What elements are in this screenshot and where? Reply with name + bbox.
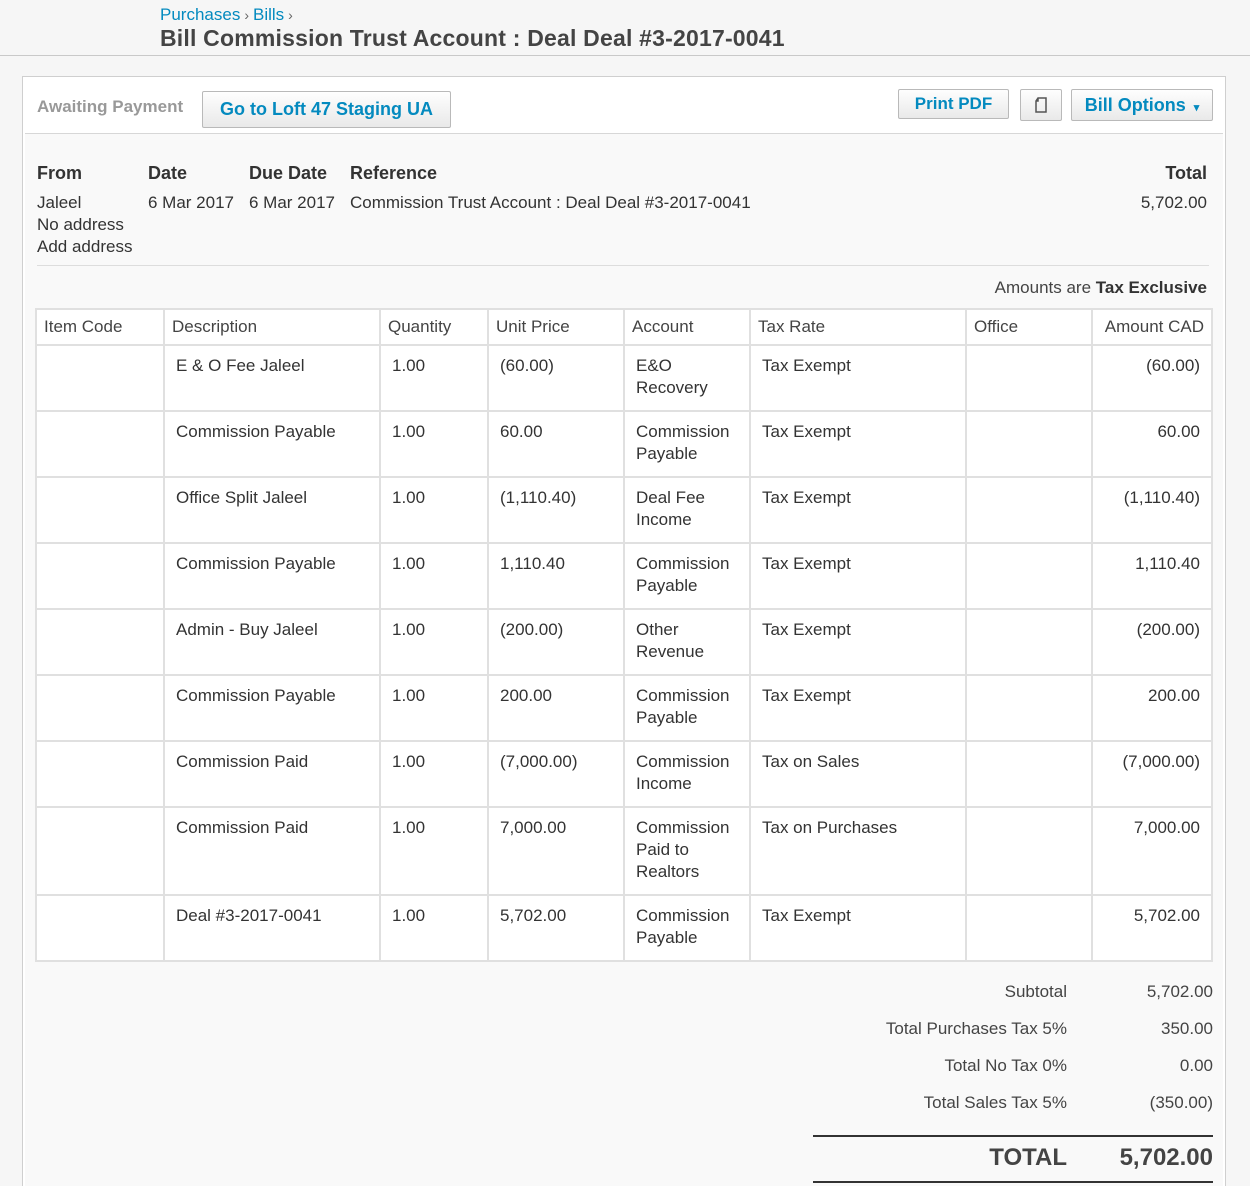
account-line-1: Commission bbox=[636, 554, 730, 573]
sales-tax-label: Total Sales Tax 5% bbox=[923, 1093, 1067, 1112]
amount-cell[interactable]: (7,000.00) bbox=[1092, 741, 1212, 807]
unit-price-cell[interactable]: 1,110.40 bbox=[488, 543, 624, 609]
account-cell[interactable] bbox=[624, 411, 750, 477]
amount-cell[interactable]: (60.00) bbox=[1092, 345, 1212, 411]
copy-button[interactable] bbox=[1020, 89, 1062, 121]
account-line-2: Paid to bbox=[636, 840, 689, 859]
totals-section bbox=[813, 975, 1213, 1183]
unit-price-cell[interactable]: 60.00 bbox=[488, 411, 624, 477]
tax-rate-cell[interactable]: Tax Exempt bbox=[750, 411, 966, 477]
quantity-cell[interactable]: 1.00 bbox=[380, 477, 488, 543]
bill-total: 5,702.00 bbox=[1140, 193, 1207, 212]
description-cell[interactable]: Admin - Buy Jaleel bbox=[164, 609, 380, 675]
quantity-cell[interactable]: 1.00 bbox=[380, 543, 488, 609]
breadcrumb-separator: › bbox=[244, 7, 249, 23]
bill-panel bbox=[22, 76, 1226, 1186]
description-cell[interactable]: Office Split Jaleel bbox=[164, 477, 380, 543]
subtotal-row bbox=[813, 975, 1213, 1012]
account-line-2: Revenue bbox=[636, 642, 705, 661]
description-cell[interactable]: Commission Payable bbox=[164, 543, 380, 609]
purchases-tax-value: 350.00 bbox=[1161, 1019, 1213, 1038]
amount-cell[interactable]: 5,702.00 bbox=[1092, 895, 1212, 961]
breadcrumb bbox=[160, 5, 297, 25]
unit-price-cell[interactable]: 200.00 bbox=[488, 675, 624, 741]
tax-rate-cell[interactable]: Tax Exempt bbox=[750, 895, 966, 961]
print-pdf-button[interactable]: Print PDF bbox=[898, 89, 1009, 119]
date-label: Date bbox=[148, 163, 188, 183]
unit-price-cell[interactable]: (200.00) bbox=[488, 609, 624, 675]
table-row[interactable] bbox=[36, 543, 1212, 609]
page-header bbox=[0, 0, 1250, 56]
column-header-description: Description bbox=[164, 309, 380, 345]
item-code-cell[interactable] bbox=[36, 807, 164, 895]
account-line-1: Commission bbox=[636, 752, 730, 771]
bill-date: 6 Mar 2017 bbox=[148, 193, 234, 212]
column-header-unit-price: Unit Price bbox=[488, 309, 624, 345]
quantity-cell[interactable]: 1.00 bbox=[380, 807, 488, 895]
amount-cell[interactable]: 60.00 bbox=[1092, 411, 1212, 477]
sales-tax-row bbox=[813, 1086, 1213, 1123]
account-line-1: Deal Fee bbox=[636, 488, 705, 507]
bill-options-button[interactable] bbox=[1071, 89, 1213, 121]
office-cell[interactable] bbox=[966, 609, 1092, 675]
account-line-2: Recovery bbox=[636, 378, 708, 397]
office-cell[interactable] bbox=[966, 741, 1092, 807]
account-line-1: Commission bbox=[636, 686, 730, 705]
amount-cell[interactable]: 1,110.40 bbox=[1092, 543, 1212, 609]
line-items-table bbox=[35, 308, 1213, 962]
bill-due-date: 6 Mar 2017 bbox=[249, 193, 335, 212]
amount-cell[interactable]: 200.00 bbox=[1092, 675, 1212, 741]
contact-link[interactable]: Jaleel bbox=[37, 193, 82, 212]
quantity-cell[interactable]: 1.00 bbox=[380, 675, 488, 741]
column-header-account: Account bbox=[624, 309, 750, 345]
bill-options-label: Bill Options bbox=[1084, 94, 1186, 115]
office-cell[interactable] bbox=[966, 895, 1092, 961]
go-to-org-button[interactable]: Go to Loft 47 Staging UA bbox=[202, 91, 451, 128]
breadcrumb-separator: › bbox=[288, 7, 293, 23]
description-cell[interactable]: Deal #3-2017-0041 bbox=[164, 895, 380, 961]
sales-tax-value: (350.00) bbox=[1149, 1093, 1213, 1112]
amount-cell[interactable]: (1,110.40) bbox=[1092, 477, 1212, 543]
unit-price-cell[interactable]: (7,000.00) bbox=[488, 741, 624, 807]
subtotal-label: Subtotal bbox=[1004, 982, 1067, 1001]
account-cell[interactable] bbox=[624, 477, 750, 543]
tax-rate-cell[interactable]: Tax Exempt bbox=[750, 543, 966, 609]
office-cell[interactable] bbox=[966, 675, 1092, 741]
column-header-office: Office bbox=[966, 309, 1092, 345]
unit-price-cell[interactable]: 5,702.00 bbox=[488, 895, 624, 961]
grand-total-row bbox=[813, 1135, 1213, 1183]
description-cell[interactable]: Commission Paid bbox=[164, 741, 380, 807]
bill-toolbar bbox=[25, 79, 1223, 134]
column-header-quantity: Quantity bbox=[380, 309, 488, 345]
breadcrumb-bills-link[interactable]: Bills bbox=[253, 5, 285, 24]
table-row[interactable] bbox=[36, 895, 1212, 961]
breadcrumb-purchases-link[interactable]: Purchases bbox=[160, 5, 241, 24]
column-header-amount: Amount CAD bbox=[1092, 309, 1212, 345]
item-code-cell[interactable] bbox=[36, 675, 164, 741]
amount-cell[interactable]: 7,000.00 bbox=[1092, 807, 1212, 895]
item-code-cell[interactable] bbox=[36, 477, 164, 543]
account-line-1: Commission bbox=[636, 906, 730, 925]
no-tax-value: 0.00 bbox=[1179, 1056, 1213, 1075]
tax-rate-cell[interactable]: Tax on Sales bbox=[750, 741, 966, 807]
item-code-cell[interactable] bbox=[36, 895, 164, 961]
divider bbox=[37, 265, 1209, 266]
account-line-1: E&O bbox=[636, 356, 672, 375]
reference-label: Reference bbox=[350, 163, 438, 183]
description-cell[interactable]: E & O Fee Jaleel bbox=[164, 345, 380, 411]
no-tax-row bbox=[813, 1049, 1213, 1086]
item-code-cell[interactable] bbox=[36, 411, 164, 477]
unit-price-cell[interactable]: 7,000.00 bbox=[488, 807, 624, 895]
quantity-cell[interactable]: 1.00 bbox=[380, 345, 488, 411]
office-cell[interactable] bbox=[966, 543, 1092, 609]
no-tax-label: Total No Tax 0% bbox=[944, 1056, 1067, 1075]
purchases-tax-label: Total Purchases Tax 5% bbox=[885, 1019, 1067, 1038]
account-cell[interactable] bbox=[624, 609, 750, 675]
from-label: From bbox=[37, 163, 82, 183]
due-date-label: Due Date bbox=[249, 163, 328, 183]
contact-address: No address bbox=[37, 215, 124, 234]
grand-total-value: 5,702.00 bbox=[1119, 1144, 1213, 1171]
table-row[interactable] bbox=[36, 807, 1212, 895]
quantity-cell[interactable]: 1.00 bbox=[380, 741, 488, 807]
grand-total-label: TOTAL bbox=[989, 1144, 1067, 1171]
item-code-cell[interactable] bbox=[36, 741, 164, 807]
table-row[interactable] bbox=[36, 741, 1212, 807]
account-cell[interactable] bbox=[624, 741, 750, 807]
chevron-down-icon: ▾ bbox=[1193, 101, 1200, 114]
total-label: Total bbox=[1165, 163, 1207, 183]
table-row[interactable] bbox=[36, 675, 1212, 741]
account-cell[interactable] bbox=[624, 675, 750, 741]
account-line-1: Commission bbox=[636, 818, 730, 837]
tax-rate-cell[interactable]: Tax on Purchases bbox=[750, 807, 966, 895]
item-code-cell[interactable] bbox=[36, 543, 164, 609]
quantity-cell[interactable]: 1.00 bbox=[380, 609, 488, 675]
purchases-tax-row bbox=[813, 1012, 1213, 1049]
description-cell[interactable]: Commission Paid bbox=[164, 807, 380, 895]
table-row[interactable] bbox=[36, 609, 1212, 675]
tax-mode-note bbox=[995, 278, 1207, 298]
account-line-2: Payable bbox=[636, 708, 698, 727]
column-header-tax-rate: Tax Rate bbox=[750, 309, 966, 345]
account-cell[interactable] bbox=[624, 543, 750, 609]
item-code-cell[interactable] bbox=[36, 609, 164, 675]
bill-reference: Commission Trust Account : Deal Deal #3-2017-0041 bbox=[350, 193, 751, 212]
account-cell[interactable] bbox=[624, 345, 750, 411]
tax-rate-cell[interactable]: Tax Exempt bbox=[750, 477, 966, 543]
add-address-link[interactable]: Add address bbox=[37, 237, 133, 256]
account-line-2: Income bbox=[636, 510, 692, 529]
unit-price-cell[interactable]: (1,110.40) bbox=[488, 477, 624, 543]
account-line-2: Payable bbox=[636, 576, 698, 595]
quantity-cell[interactable]: 1.00 bbox=[380, 411, 488, 477]
quantity-cell[interactable]: 1.00 bbox=[380, 895, 488, 961]
description-cell[interactable]: Commission Payable bbox=[164, 411, 380, 477]
office-cell[interactable] bbox=[966, 345, 1092, 411]
item-code-cell[interactable] bbox=[36, 345, 164, 411]
office-cell[interactable] bbox=[966, 411, 1092, 477]
tax-rate-cell[interactable]: Tax Exempt bbox=[750, 345, 966, 411]
page-title: Bill Commission Trust Account : Deal Deal #3-2017-0041 bbox=[160, 25, 785, 51]
table-row[interactable] bbox=[36, 477, 1212, 543]
tax-rate-cell[interactable]: Tax Exempt bbox=[750, 609, 966, 675]
tax-mode-prefix: Amounts are bbox=[994, 278, 1092, 297]
account-line-2: Payable bbox=[636, 928, 698, 947]
status-label: Awaiting Payment bbox=[37, 97, 184, 116]
description-cell[interactable]: Commission Payable bbox=[164, 675, 380, 741]
tax-mode-value: Tax Exclusive bbox=[1095, 278, 1207, 297]
account-line-2: Payable bbox=[636, 444, 698, 463]
table-row[interactable] bbox=[36, 411, 1212, 477]
tax-rate-cell[interactable]: Tax Exempt bbox=[750, 675, 966, 741]
account-line-3: Realtors bbox=[636, 862, 700, 881]
unit-price-cell[interactable]: (60.00) bbox=[488, 345, 624, 411]
amount-cell[interactable]: (200.00) bbox=[1092, 609, 1212, 675]
subtotal-value: 5,702.00 bbox=[1146, 982, 1213, 1001]
column-header-item-code: Item Code bbox=[36, 309, 164, 345]
account-line-2: Income bbox=[636, 774, 692, 793]
account-cell[interactable] bbox=[624, 807, 750, 895]
office-cell[interactable] bbox=[966, 807, 1092, 895]
office-cell[interactable] bbox=[966, 477, 1092, 543]
account-cell[interactable] bbox=[624, 895, 750, 961]
table-header-row bbox=[36, 309, 1212, 345]
account-line-1: Other bbox=[636, 620, 679, 639]
bill-panel-body bbox=[25, 79, 1223, 1186]
document-copy-icon bbox=[1034, 96, 1048, 114]
account-line-1: Commission bbox=[636, 422, 730, 441]
table-row[interactable] bbox=[36, 345, 1212, 411]
